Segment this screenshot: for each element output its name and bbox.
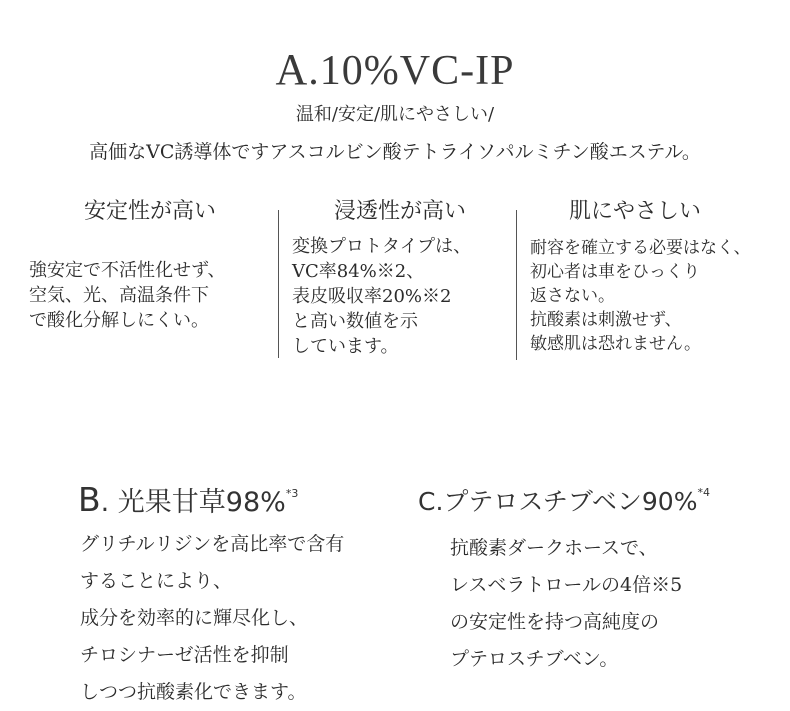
column-2-heading: 浸透性が高い [333, 199, 466, 224]
section-a-letter: A [275, 45, 309, 94]
section-c-body: 抗酸素ダークホースで、 レスベラトロールの4倍※5 の安定性を持つ高純度の プテロスチブベン。 [450, 537, 683, 670]
section-b-letter: B [78, 480, 101, 519]
section-b-title [78, 480, 298, 519]
section-c-note: *4 [697, 486, 710, 499]
column-1-heading: 安定性が高い [83, 199, 216, 224]
column-3-body: 耐容を確立する必要はなく、 初心者は車をひっくり 返さない。 抗酸素は刺激せず、 敏感肌は恐れません。 [530, 238, 751, 354]
column-2-body: 変換プロトタイプは、 VC率84%※2、 表皮吸収率20%※2 と高い数値を示 しています。 [292, 236, 472, 357]
column-divider-2 [516, 210, 517, 360]
column-3-heading: 肌にやさしい [568, 199, 701, 224]
section-b-name: . 光果甘草98% [100, 487, 286, 518]
section-a-title [0, 44, 790, 95]
column-divider-1 [278, 210, 279, 358]
section-b-note: *3 [285, 487, 299, 500]
section-a-subtitle: 温和/安定/肌にやさしい/ [295, 104, 495, 125]
section-b-body: グリチルリジンを高比率で含有 することにより、 成分を効率的に輝尽化し、 チロシナーゼ活性を抑制 しつつ抗酸素化できます。 [80, 533, 345, 703]
section-c-name: C.プテロスチブベン90% [418, 487, 698, 516]
section-c-title [418, 482, 710, 518]
section-a-name: .10%VC-IP [308, 48, 515, 94]
section-a-description: 高価なVC誘導体ですアスコルビン酸テトライソパルミチン酸エステル。 [89, 141, 701, 163]
column-1-body: 強安定で不活性化せず、 空気、光、高温条件下 で酸化分解しにくい。 [29, 260, 226, 331]
